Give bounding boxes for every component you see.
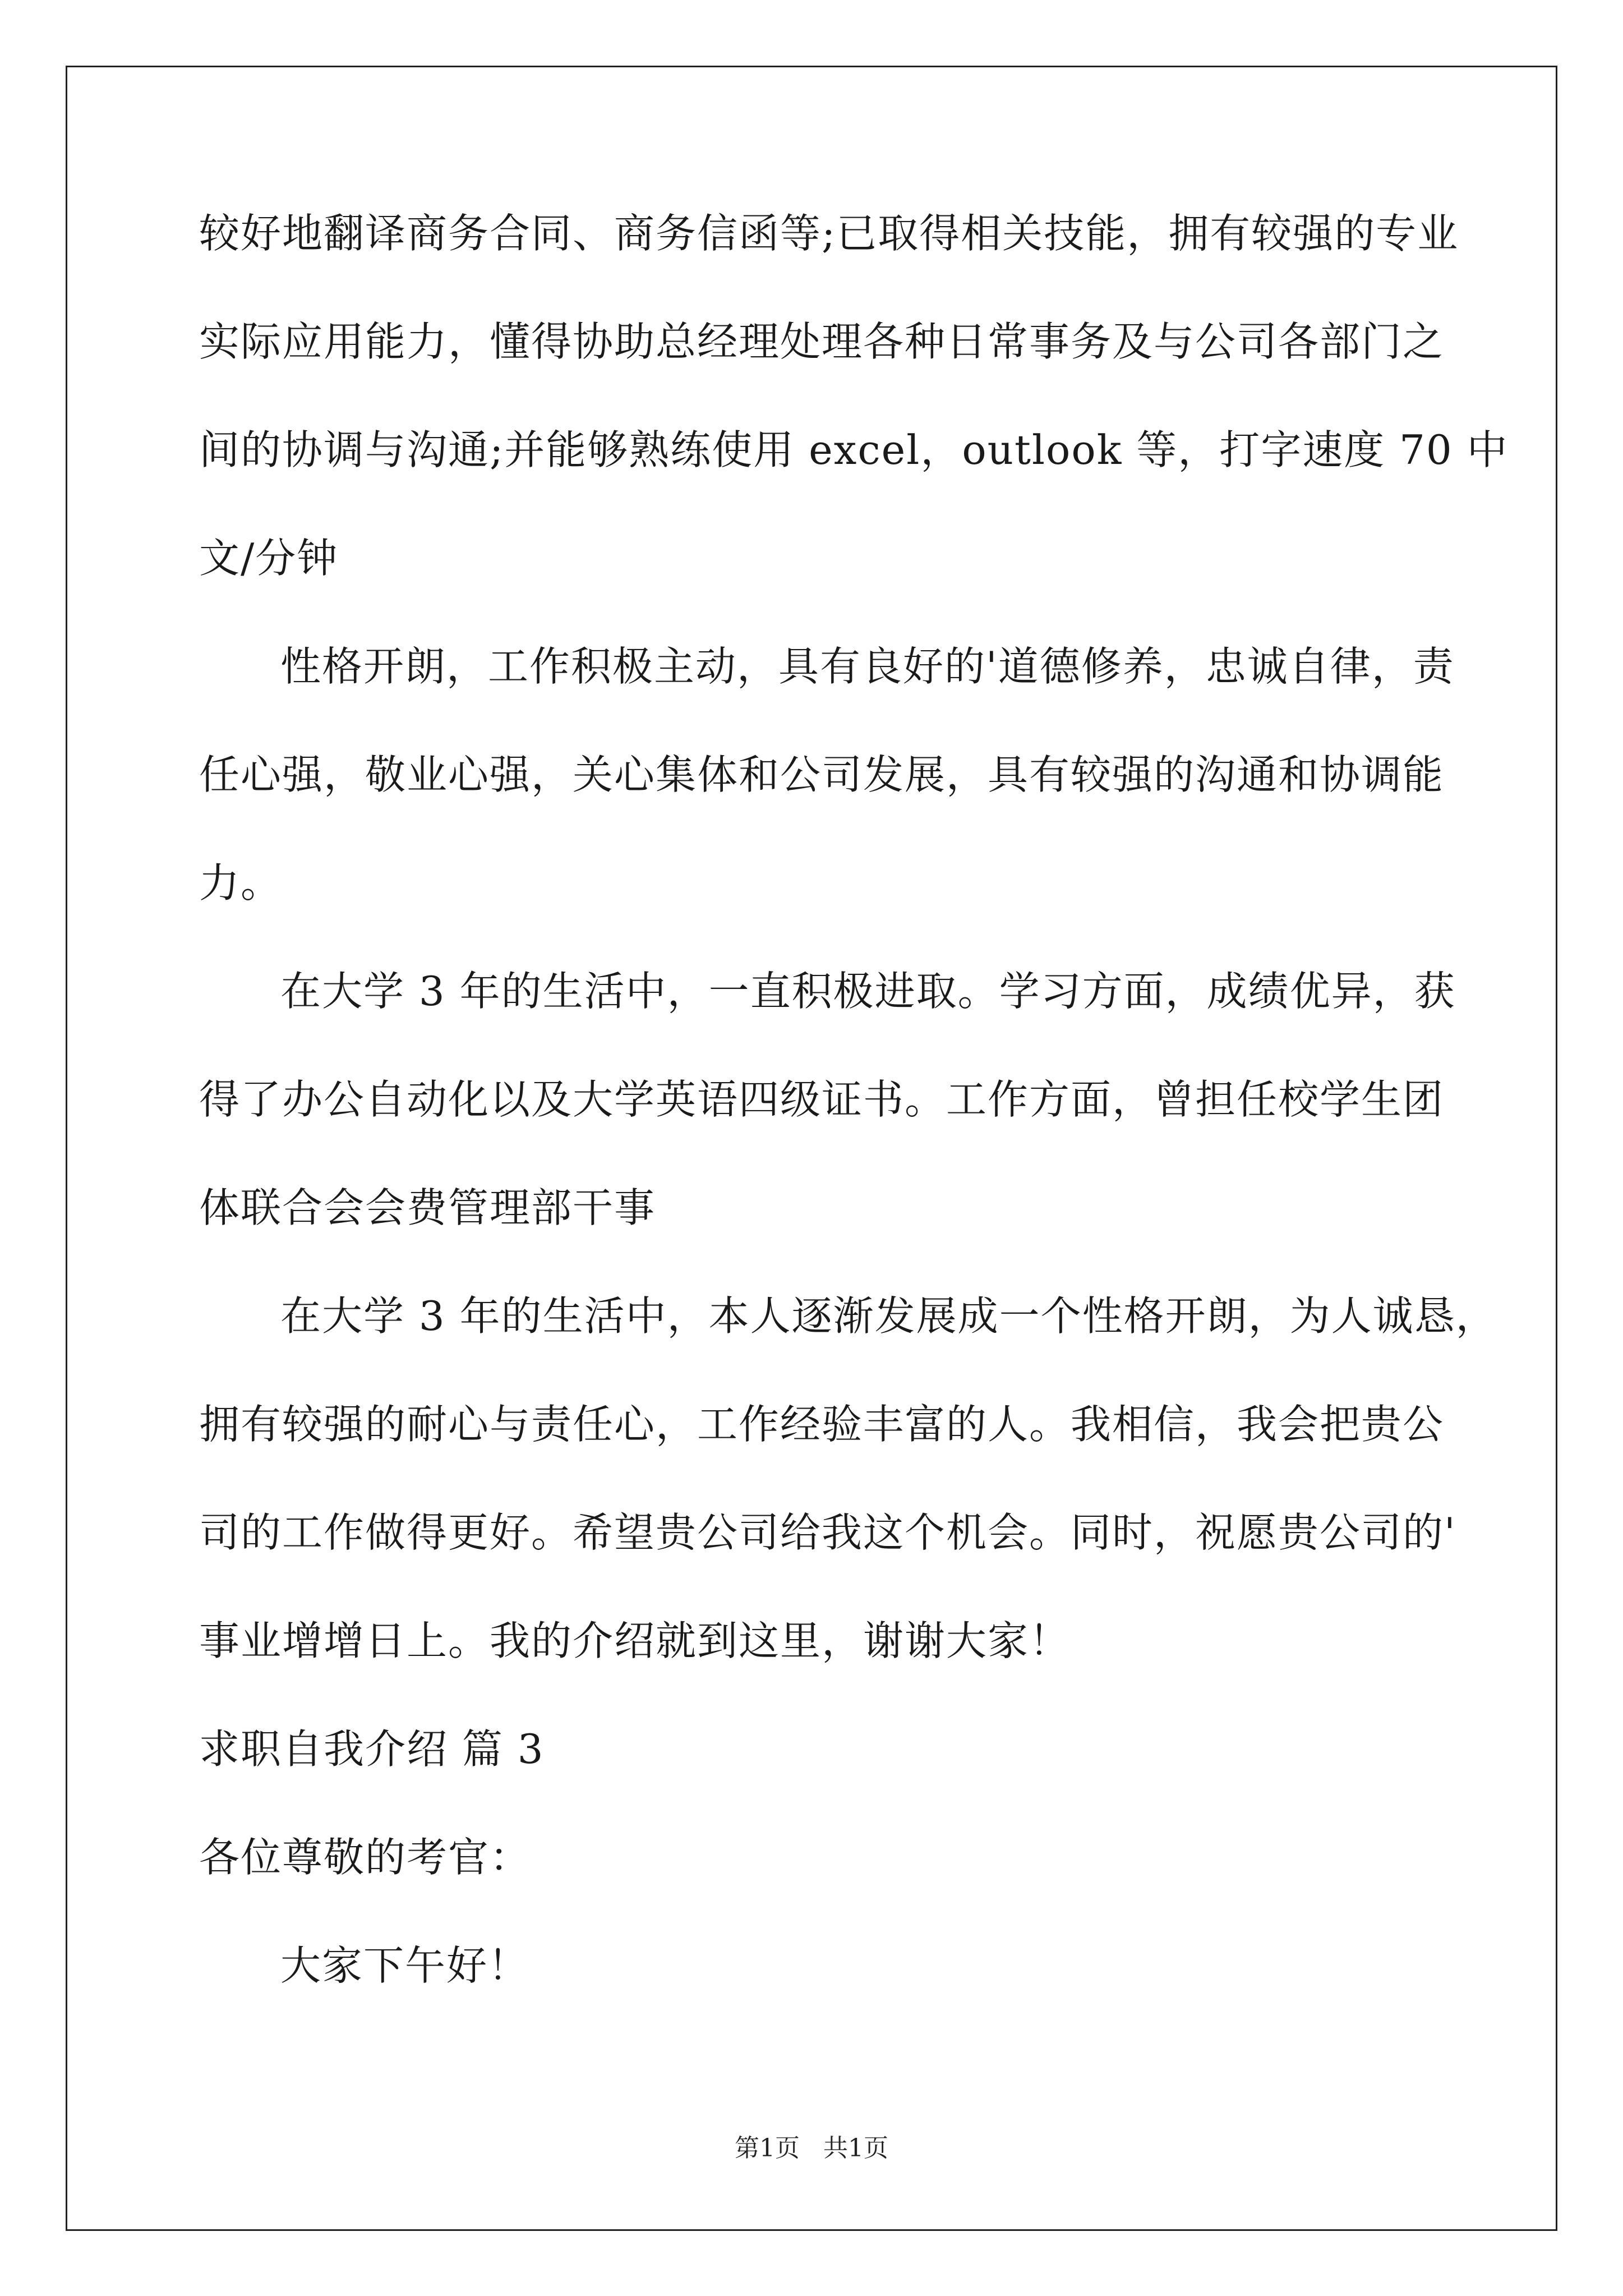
text-line: 实际应用能力，懂得协助总经理处理各种日常事务及与公司各部门之 (199, 318, 1445, 365)
text-line: 司的工作做得更好。希望贵公司给我这个机会。同时，祝愿贵公司的' (199, 1509, 1456, 1556)
text-line: 力。 (199, 859, 283, 907)
text-line: 拥有较强的耐心与责任心，工作经验丰富的人。我相信，我会把贵公 (199, 1401, 1445, 1448)
text-line: 间的协调与沟通;并能够熟练使用 excel，outlook 等，打字速度 70 中 (199, 426, 1509, 473)
paragraph-start: 在大学 3 年的生活中，本人逐渐发展成一个性格开朗，为人诚恳， (280, 1292, 1497, 1340)
text-line: 较好地翻译商务合同、商务信函等;已取得相关技能，拥有较强的专业 (199, 210, 1459, 257)
paragraph-start: 性格开朗，工作积极主动，具有良好的'道德修养，忠诚自律，责 (280, 643, 1455, 690)
text-line: 任心强，敬业心强，关心集体和公司发展，具有较强的沟通和协调能 (199, 751, 1445, 798)
page-number: 第1页 (735, 2134, 800, 2162)
page-total: 共1页 (823, 2134, 888, 2162)
section-heading: 求职自我介绍 篇 3 (199, 1726, 545, 1773)
text-line: 文/分钟 (199, 535, 339, 582)
page-border (66, 66, 1557, 2231)
text-line: 体联合会会费管理部干事 (199, 1184, 656, 1231)
text-line: 事业增增日上。我的介绍就到这里，谢谢大家！ (199, 1617, 1071, 1664)
paragraph-start: 在大学 3 年的生活中，一直积极进取。学习方面，成绩优异，获 (280, 968, 1456, 1015)
salutation: 各位尊敬的考官： (199, 1834, 532, 1881)
greeting: 大家下午好！ (280, 1942, 530, 1989)
text-line: 得了办公自动化以及大学英语四级证书。工作方面，曾担任校学生团 (199, 1076, 1445, 1123)
page-footer (0, 2136, 1623, 2161)
